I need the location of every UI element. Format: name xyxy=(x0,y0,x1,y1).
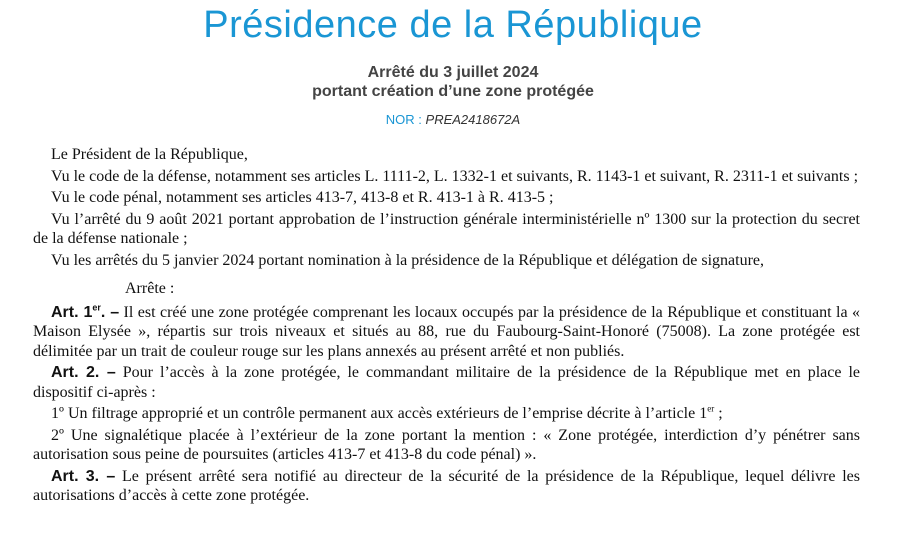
page-header: Présidence de la République xyxy=(203,4,703,46)
decree-title-line2: portant création d’une zone protégée xyxy=(312,83,594,100)
nor-reference xyxy=(0,112,906,127)
article-3 xyxy=(33,467,860,506)
nor-label: NOR : xyxy=(385,112,422,127)
visa-paragraph: Vu le code de la défense, notamment ses articles L. 1111-2, L. 1332-1 et suivants, R. 1143-1 et suivant, R. 2311-1 et suivants ; xyxy=(51,167,859,185)
opening-line: Le Président de la République, xyxy=(51,146,248,163)
article-2 xyxy=(33,363,860,402)
nor-value: PREA2418672A xyxy=(425,112,521,127)
visa-paragraph: Vu le code pénal, notamment ses articles 413-7, 413-8 et R. 413-1 à R. 413-5 ; xyxy=(51,189,554,206)
article-3-text: Le présent arrêté sera notifié au directeur de la sécurité de la présidence de la République, lequel délivre les autorisations d’accès à cette zone protégée. xyxy=(33,467,861,504)
decree-title xyxy=(0,63,906,101)
article-1 xyxy=(33,303,860,362)
article-2-text: Pour l’accès à la zone protégée, le commandant militaire de la présidence de la République met en place le dispositif ci-après : xyxy=(33,364,861,401)
article-2-item-1: 1º Un filtrage approprié et un contrôle permanent aux accès extérieurs de l’emprise décrite à l’article 1er ; xyxy=(51,403,723,422)
decree-title-line1: Arrêté du 3 juillet 2024 xyxy=(367,64,539,81)
article-2-number: Art. 2. – xyxy=(51,364,116,381)
article-1-text: Il est créé une zone protégée comprenant les locaux occupés par la présidence de la République et constituant la « Maison Elysée », répartis sur trois niveaux et situés au 88, rue du Faubourg-Saint-Honoré (75008). La zone protégée est délimitée par un trait de couleur rouge sur les plans annexés au présent arrêté et non publiés. xyxy=(33,303,861,360)
article-3-number: Art. 3. – xyxy=(51,467,116,485)
article-2-item-2: 2º Une signalétique placée à l’extérieur de la zone portant la mention : « Zone protégée, interdiction d’y pénétrer sans autorisation sous peine de poursuites (articles 413-7 et 413-8 du code pénal) ». xyxy=(33,426,860,463)
decree-body xyxy=(33,145,860,506)
visa-paragraph: Vu les arrêtés du 5 janvier 2024 portant nomination à la présidence de la République et délégation de signature, xyxy=(51,251,765,269)
arrete-line: Arrête : xyxy=(125,280,175,297)
article-1-number: Art. 1er. – xyxy=(51,302,120,321)
visa-paragraph: Vu l’arrêté du 9 août 2021 portant approbation de l’instruction générale interministérielle nº 1300 sur la protection du secret de la défense nationale ; xyxy=(33,210,860,247)
